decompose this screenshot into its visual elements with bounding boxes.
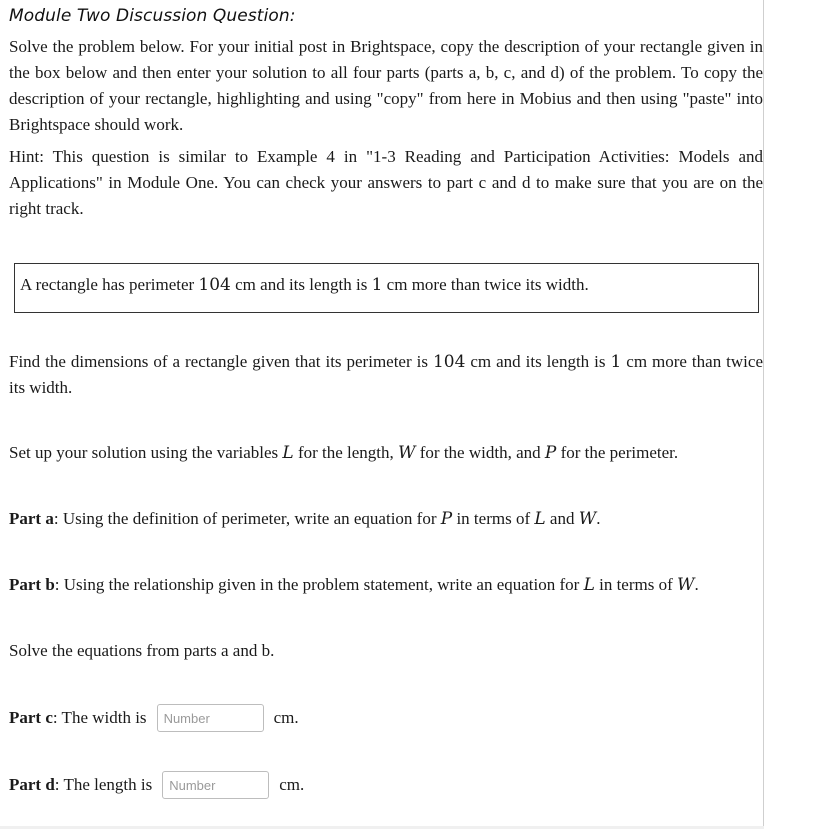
- part-d: Part d : The length is Number cm.: [9, 771, 304, 799]
- length-unit: cm.: [279, 775, 305, 794]
- perimeter-value: 104: [198, 275, 231, 295]
- part-b: Part b: Using the relationship given in the problem statement, write an equation for L in terms of W.: [9, 575, 699, 595]
- var-L: L: [282, 443, 294, 463]
- perimeter-value: 104: [432, 352, 466, 372]
- width-unit: cm.: [273, 708, 299, 727]
- hint-paragraph: Hint: This question is similar to Example 4 in "1-3 Reading and Participation Activities: Models and Applications" in Module One. You can check your answers to part c and d to make sure that you are on the right track.: [9, 147, 763, 218]
- part-a: Part a: Using the definition of perimeter, write an equation for P in terms of L and W.: [9, 509, 601, 529]
- variables-instruction: Set up your solution using the variables L for the length, W for the width, and P for the perimeter.: [9, 443, 679, 463]
- part-c-label: Part c: [9, 708, 53, 727]
- part-d-label: Part d: [9, 775, 55, 794]
- length-answer-input[interactable]: [162, 771, 269, 799]
- part-a-label: Part a: [9, 509, 54, 528]
- page-title: Module Two Discussion Question:: [9, 6, 296, 26]
- problem-statement: Find the dimensions of a rectangle given that its perimeter is 104 cm and its length is 1 cm more than twice its width.: [9, 352, 763, 397]
- var-W: W: [398, 443, 416, 463]
- width-answer-input[interactable]: [157, 704, 264, 732]
- rectangle-description-box: A rectangle has perimeter 104 cm and its length is 1 cm more than twice its width.: [14, 263, 759, 313]
- part-c: Part c : The width is Number cm.: [9, 704, 299, 732]
- intro-paragraph: Solve the problem below. For your initial post in Brightspace, copy the description of your rectangle given in the box below and then enter your solution to all four parts (parts a, b, c, and d) of the problem. To copy the description of your rectangle, highlighting and using "copy" from here in Mobius and then using "paste" into Brightspace should work.: [9, 37, 763, 134]
- difference-value: 1: [610, 352, 622, 372]
- difference-value: 1: [371, 275, 383, 295]
- solve-instruction: Solve the equations from parts a and b.: [9, 641, 275, 660]
- part-b-label: Part b: [9, 575, 55, 594]
- var-P: P: [544, 443, 557, 463]
